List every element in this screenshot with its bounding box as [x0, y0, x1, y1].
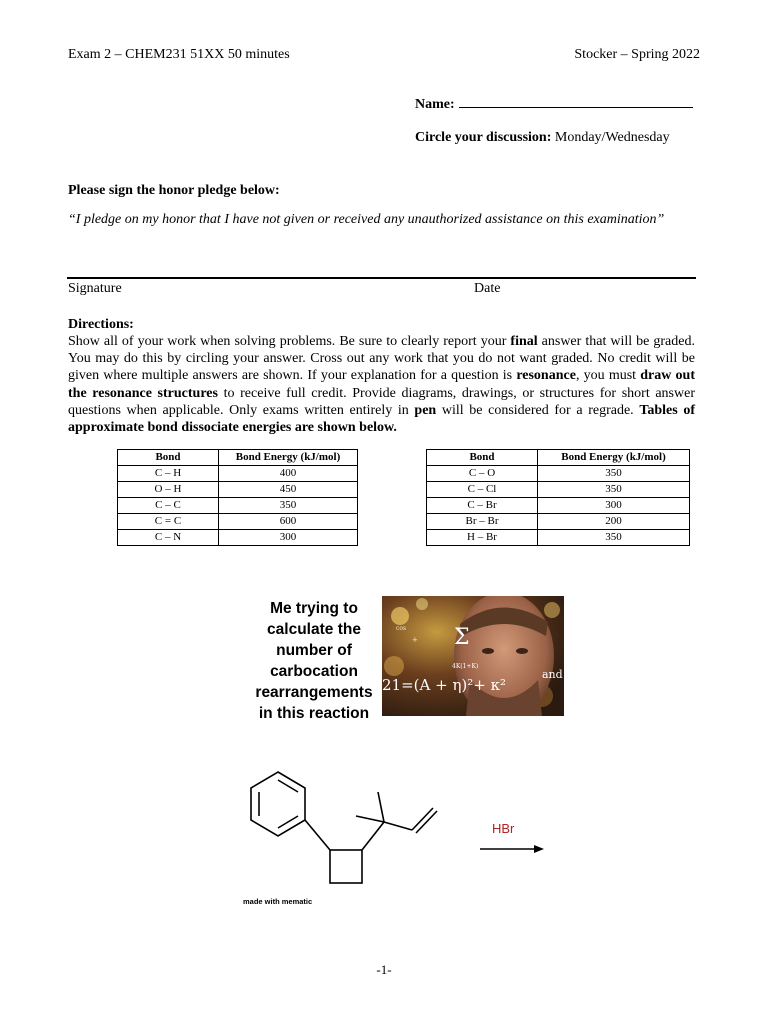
table-cell: Br – Br: [427, 514, 538, 530]
table-cell: 300: [219, 530, 358, 546]
svg-text:and: and: [542, 668, 563, 681]
reactant-structure: [251, 772, 437, 883]
table-row: [427, 498, 690, 514]
table-cell: 200: [538, 514, 690, 530]
svg-text:cos: cos: [396, 625, 407, 632]
table-cell: C – C: [118, 498, 219, 514]
table-cell: 450: [219, 482, 358, 498]
reagent-label: HBr: [492, 821, 515, 836]
column-header-energy: Bond Energy (kJ/mol): [538, 450, 690, 466]
name-field[interactable]: [415, 93, 693, 113]
pledge-heading: Please sign the honor pledge below:: [68, 183, 280, 198]
table-header-row: [427, 450, 690, 466]
table-row: [118, 514, 358, 530]
table-row: [118, 482, 358, 498]
header-course: Exam 2 – CHEM231 51XX 50 minutes: [68, 47, 290, 62]
pledge-text: “I pledge on my honor that I have not given or received any unauthorized assistance on this examination”: [68, 212, 665, 227]
header-instructor: Stocker – Spring 2022: [574, 47, 700, 62]
page-number: -1-: [376, 962, 392, 977]
table-row: [118, 466, 358, 482]
directions-heading: Directions:: [68, 317, 134, 332]
svg-text:Σ: Σ: [454, 625, 470, 650]
directions-fragment: will be considered for a regrade.: [436, 402, 640, 418]
meme-caption: Me trying to calculate the number of carbocation rearrangements in this reaction: [255, 600, 373, 722]
svg-text:21=(A + η)²+ κ²: 21=(A + η)²+ κ²: [382, 676, 507, 694]
signature-label: Signature: [68, 281, 122, 296]
table-cell: 350: [538, 482, 690, 498]
directions-text: [68, 333, 695, 436]
table-row: [118, 530, 358, 546]
table-cell: C – N: [118, 530, 219, 546]
directions-fragment: to receive full credit. Provide diagrams, drawings, or structures for short answer questions when applicable. Only exams written entirely in: [68, 385, 695, 418]
directions-fragment: Show all of your work when solving problems. Be sure to clearly report your: [68, 334, 511, 349]
reaction-arrow: [480, 845, 544, 853]
column-header-energy: Bond Energy (kJ/mol): [219, 450, 358, 466]
table-row: [427, 466, 690, 482]
directions-fragment: final: [510, 334, 538, 349]
bond-energy-table-left: [117, 449, 358, 546]
table-row: [118, 498, 358, 514]
table-cell: H – Br: [427, 530, 538, 546]
name-blank[interactable]: [459, 93, 693, 108]
table-cell: C – O: [427, 466, 538, 482]
table-cell: 350: [538, 466, 690, 482]
mematic-watermark: made with mematic: [243, 897, 313, 906]
table-cell: C = C: [118, 514, 219, 530]
name-label: Name:: [415, 97, 455, 112]
table-row: [427, 530, 690, 546]
discussion-options[interactable]: Monday/Wednesday: [554, 130, 670, 145]
table-cell: C – H: [118, 466, 219, 482]
table-cell: 600: [219, 514, 358, 530]
table-cell: 350: [219, 498, 358, 514]
table-cell: C – Br: [427, 498, 538, 514]
bond-energy-table-right: [426, 449, 690, 546]
svg-text:+: +: [412, 636, 418, 644]
table-cell: 350: [538, 530, 690, 546]
directions-fragment: , you must: [575, 368, 641, 384]
date-label: Date: [474, 281, 501, 296]
signature-line[interactable]: [67, 277, 696, 279]
svg-text:4K(1+K): 4K(1+K): [452, 663, 479, 670]
table-cell: 400: [219, 466, 358, 482]
table-cell: C – Cl: [427, 482, 538, 498]
directions-fragment: resonance: [516, 368, 576, 384]
table-header-row: [118, 450, 358, 466]
table-row: [427, 514, 690, 530]
table-row: [427, 482, 690, 498]
directions-fragment: pen: [414, 402, 437, 418]
reaction-scheme: [230, 760, 580, 910]
column-header-bond: Bond: [118, 450, 219, 466]
discussion-label: Circle your discussion:: [415, 130, 552, 145]
directions-fragment: answer that will be graded. You may do this by circling your answer. Cross out any work that you do not want graded. No credit will be given where multiple answers are shown. If your explanation for a question is: [68, 334, 695, 384]
directions-fragment: Tables of approximate bond dissociate energies are shown below.: [68, 402, 696, 436]
table-cell: 300: [538, 498, 690, 514]
table-cell: O – H: [118, 482, 219, 498]
directions-fragment: draw out the resonance structures: [68, 368, 695, 401]
discussion-line: [415, 130, 670, 146]
meme-image: [382, 596, 564, 716]
column-header-bond: Bond: [427, 450, 538, 466]
